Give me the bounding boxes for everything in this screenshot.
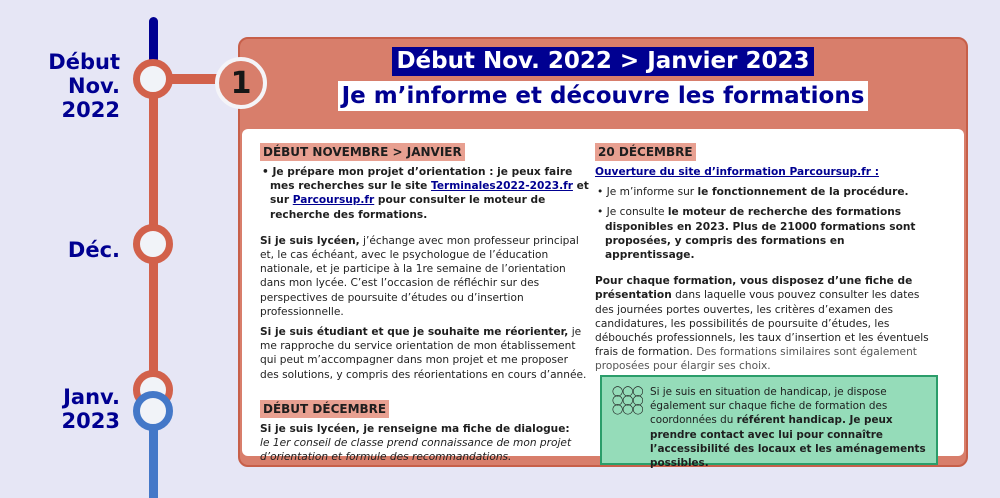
step-title: Je m’informe et découvre les formations [338,81,869,111]
timeline-node-dec [133,224,173,264]
bold-text: référent handicap. Je peux prendre contact avec lui pour connaître l’accessibilité des locaux et les aménagements possibles. [650,414,926,470]
card-header [240,47,966,111]
bullet-moteur: • Je consulte le moteur de recherche des formations disponibles en 2023. Plus de 21000 formations sont proposées, y compris des formations en apprentissage. [597,206,916,262]
label-line: Début [48,50,120,74]
bullet-prepare-project: • Je prépare mon projet d’orientation : je peux faire mes recherches sur le site Terminales2022-2023.fr et sur Parcoursup.fr pour consulter le moteur de recherche des formations. [262,166,589,221]
text: et sur [270,180,589,207]
label-line: 2023 [61,409,120,433]
right-column [595,143,935,380]
italic-text: le 1er conseil de classe prend connaissance de mon projet d’orientation et formule des recommandations. [260,437,572,464]
bold-text: Pour chaque formation, vous disposez d’une fiche de présentation [595,275,913,302]
timeline-node-nov [133,59,173,99]
section-tag-nov-jan: DÉBUT NOVEMBRE > JANVIER [260,143,465,161]
handicap-info-box [600,375,938,470]
bold-text: le moteur de recherche des formations disponibles en 2023. Plus de 21000 formations sont proposées, y compris des formations en apprentissage. [605,206,916,262]
paragraph-lyceen [260,234,590,319]
gray-text: Des formations similaires sont également proposées pour élargir ses choix. [595,346,917,373]
bold-text: le fonctionnement de la procédure. [697,186,909,199]
section-tag-debut-decembre: DÉBUT DÉCEMBRE [260,400,389,418]
text: Je prépare mon projet d’orientation : je peux faire mes recherches sur le site [270,166,573,193]
bold-text: Si je suis lycéen, [260,234,360,247]
section-tag-20-decembre: 20 DÉCEMBRE [595,143,696,161]
label-line: Nov. [68,74,120,98]
link-parcoursup-opening[interactable]: Ouverture du site d’information Parcoursup.fr : [595,166,879,178]
step-number-badge: 1 [215,57,267,109]
text: Je m’informe sur [606,186,698,199]
timeline-label-dec: Déc. [67,238,120,262]
timeline-node-jan-blue [133,391,173,431]
text: Si je suis en situation de handicap, je dispose également sur chaque fiche de formation des coordonnées du [650,386,888,427]
timeline-label-nov-2022 [48,50,120,122]
paragraph-etudiant [260,325,590,382]
paragraph-fiche-presentation [595,274,935,373]
label-line: Janv. [63,385,120,409]
bold-text: Si je suis étudiant et que je souhaite me réorienter, [260,326,569,339]
paragraph-fiche-dialogue [260,422,590,465]
bullet-fonctionnement: • Je m’informe sur le fonctionnement de la procédure. [597,186,909,199]
left-column [260,143,590,470]
text: je me rapproche du service orientation de mon établissement qui peut m’accompagner dans mon projet et me proposer des solutions, y compris des réorientations en cours d’année. [260,326,587,381]
period-title: Début Nov. 2022 > Janvier 2023 [392,47,813,76]
label-line: 2022 [61,98,120,122]
text: pour consulter le moteur de recherche des formations. [270,194,546,221]
link-parcoursup[interactable]: Parcoursup.fr [292,194,375,207]
bold-text: Si je suis lycéen, je renseigne ma fiche de dialogue: [260,422,570,435]
text: dans laquelle vous pouvez consulter les dates des journées portes ouvertes, les critères d’examen des candidatures, les possibilités de poursuite d’études, les débouchés professionnels, les taux d’insertion et les éventuels frais de formation. [595,289,929,359]
accessibility-dots-icon: ◯◯◯ ◯◯◯ ◯◯◯ [612,386,643,415]
timeline-label-jan-2023 [62,385,120,433]
link-terminales[interactable]: Terminales2022-2023.fr [431,180,573,193]
text: j’échange avec mon professeur principal et, le cas échéant, avec le psychologue de l’éducation nationale, et je participe à la 1re semaine de l’orientation dans mon lycée. C’est l’occasion de réfléchir sur des perspectives de poursuite d’études ou d’insertion professionnelle. [260,234,579,318]
text: Je consulte [606,206,668,219]
